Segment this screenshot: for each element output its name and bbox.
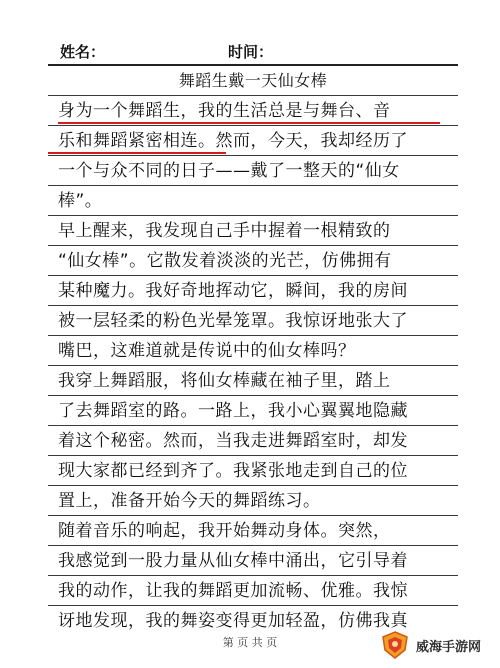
- line-7: [48, 276, 458, 306]
- line-6: [48, 246, 458, 276]
- line-8: [48, 306, 458, 336]
- name-label: 姓名：: [60, 44, 106, 61]
- essay-title: 舞蹈生戴一天仙女棒: [48, 66, 458, 96]
- watermark-text: 威海手游网: [416, 639, 482, 655]
- line-12: [48, 426, 458, 456]
- line-text: 着这个秘密。然而，当我走进舞蹈室时，却发: [58, 431, 408, 451]
- line-text: 我穿上舞蹈服，将仙女棒藏在袖子里，踏上: [58, 371, 391, 391]
- watermark: [380, 630, 492, 660]
- line-9: [48, 336, 458, 366]
- line-text: 现大家都已经到齐了。我紧张地走到自己的位: [58, 461, 408, 481]
- line-3: [48, 156, 458, 186]
- line-text: “仙女棒”。它散发着淡淡的光芒，仿佛拥有: [58, 251, 392, 271]
- line-17: [48, 576, 458, 606]
- line-4: [48, 186, 458, 216]
- line-text: 一个与众不同的日子——戴了一整天的“仙女: [58, 161, 400, 181]
- line-text: 被一层轻柔的粉色光晕笼罩。我惊讶地张大了: [58, 311, 408, 331]
- line-text: 乐和舞蹈紧密相连。然而，今天，我却经历了: [58, 131, 408, 151]
- line-text: 嘴巴，这难道就是传说中的仙女棒吗？: [58, 341, 356, 361]
- line-5: [48, 216, 458, 246]
- line-13: [48, 456, 458, 486]
- red-underline-1: [58, 122, 440, 124]
- shield-logo-icon: [380, 631, 410, 659]
- line-text: 身为一个舞蹈生，我的生活总是与舞台、音: [58, 101, 391, 121]
- line-15: [48, 516, 458, 546]
- line-text: 我感觉到一股力量从仙女棒中涌出，它引导着: [58, 551, 408, 571]
- line-text: 我的动作，让我的舞蹈更加流畅、优雅。我惊: [58, 581, 408, 601]
- line-text: 随着音乐的响起，我开始舞动身体。突然，: [58, 521, 391, 541]
- time-label: 时间：: [228, 44, 274, 61]
- red-underline-2: [48, 152, 226, 154]
- line-text: 某种魔力。我好奇地挥动它，瞬间，我的房间: [58, 281, 408, 301]
- line-text: 了去舞蹈室的路。一路上，我小心翼翼地隐藏: [58, 401, 408, 421]
- page-footer: 第 页 共 页: [222, 636, 278, 649]
- line-text: 棒”。: [58, 191, 103, 211]
- line-10: [48, 366, 458, 396]
- line-11: [48, 396, 458, 426]
- writing-sheet: [48, 66, 458, 631]
- line-16: [48, 546, 458, 576]
- line-text: 置上，准备开始今天的舞蹈练习。: [58, 491, 321, 511]
- line-14: [48, 486, 458, 516]
- header: [60, 41, 460, 63]
- line-text: 早上醒来，我发现自己手中握着一根精致的: [58, 221, 391, 241]
- line-text: 讶地发现，我的舞姿变得更加轻盈，仿佛我真: [58, 611, 408, 631]
